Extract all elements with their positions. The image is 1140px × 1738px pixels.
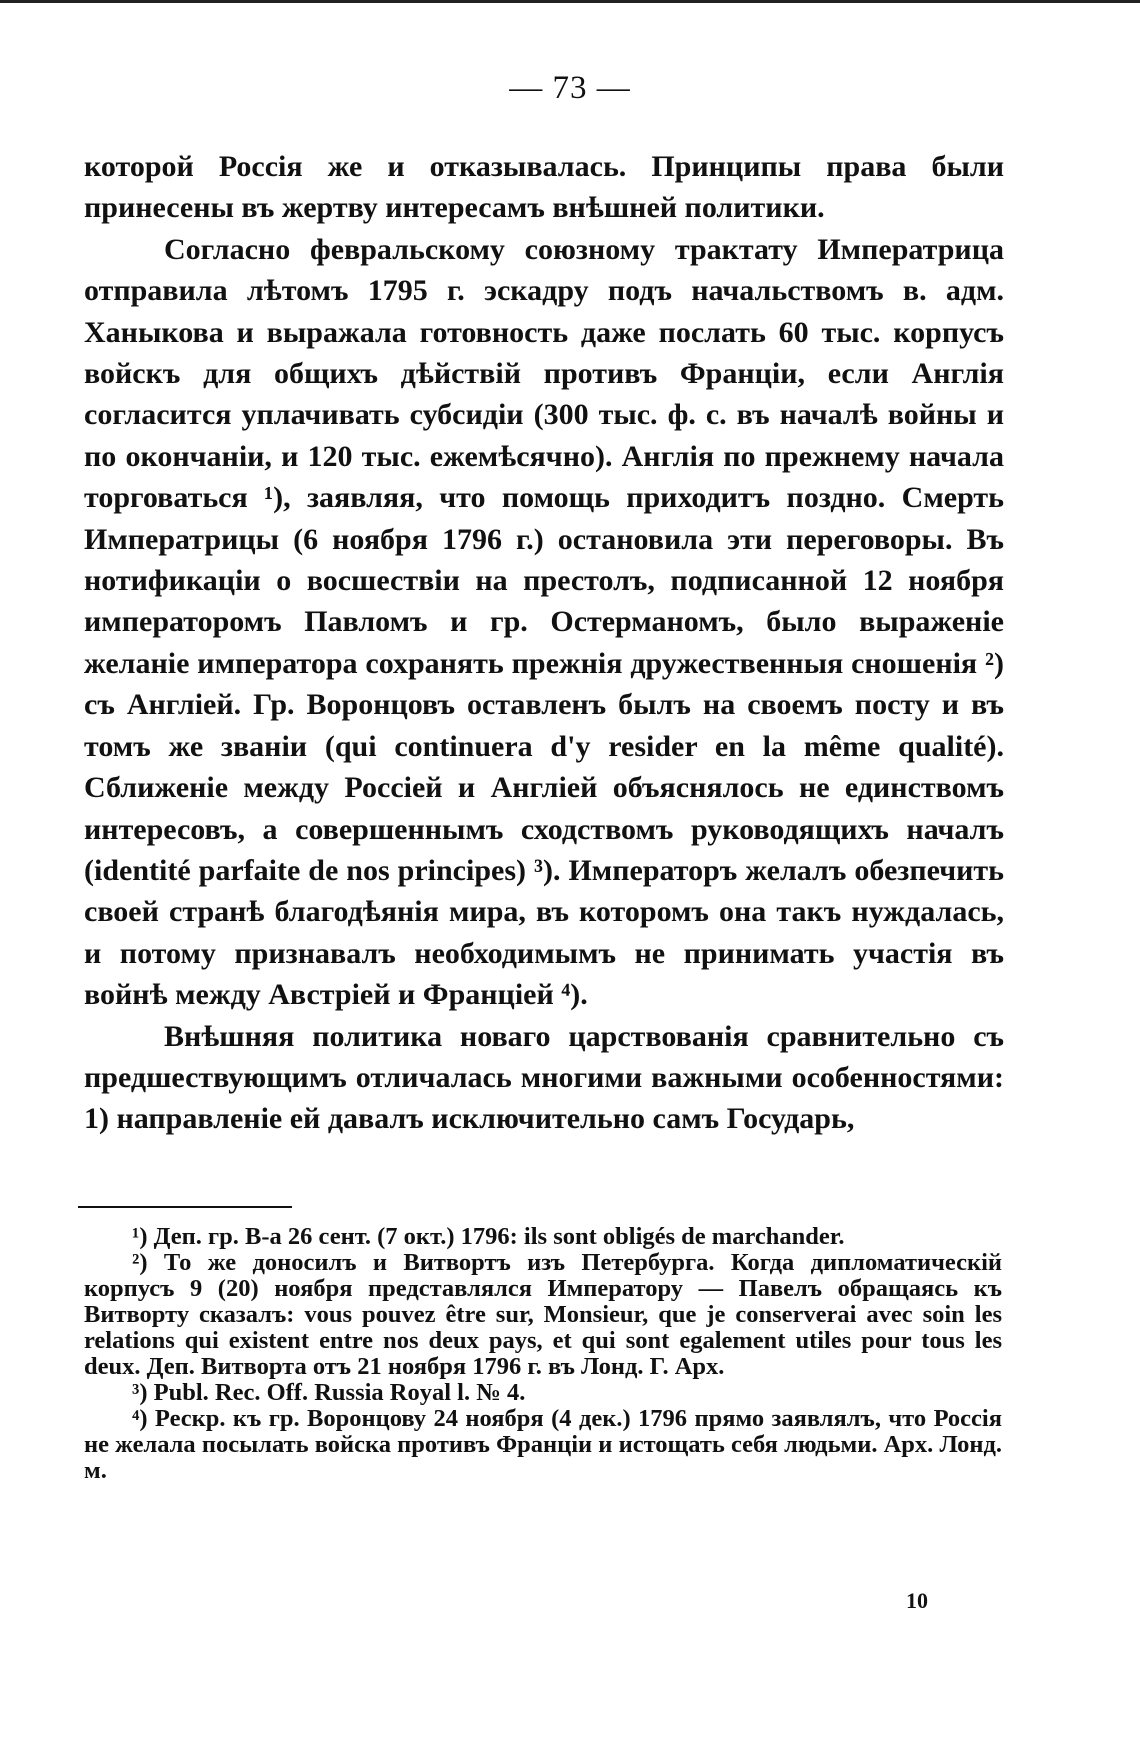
main-text	[84, 146, 1004, 1140]
page-number: — 73 —	[509, 70, 631, 106]
footnotes	[84, 1224, 1002, 1484]
footnote-3: ³) Publ. Rec. Off. Russia Royal l. № 4.	[132, 1379, 526, 1406]
paragraph-continuation: которой Россія же и отказывалась. Принципы права были принесены въ жертву интересамъ внѣшней политики.	[84, 150, 1004, 225]
footnote-divider	[78, 1206, 292, 1208]
footnote-1: ¹) Деп. гр. В-а 26 сент. (7 окт.) 1796: ils sont obligés de marchander.	[132, 1223, 845, 1250]
signature-mark: 10	[906, 1588, 928, 1613]
paragraph-foreign-policy: Внѣшняя политика новаго царствованія сравнительно съ предшествующимъ отличалась многими важными особенностями: 1) направленіе ей давалъ исключительно самъ Государь,	[84, 1019, 1004, 1136]
footnote-2: ²) То же доносилъ и Витвортъ изъ Петербурга. Когда дипломатическій корпусъ 9 (20) ноября представлялся Императору — Павелъ обращаясь къ Витворту сказалъ: vous pouvez être sur, Monsieur, que je conserverai avec soin les relations qui existent entre nos deux pays, et qui sont egalement utiles pour tous les deux. Деп. Витворта отъ 21 ноября 1796 г. въ Лонд. Г. Арх.	[84, 1249, 1002, 1380]
paragraph-treaty: Согласно февральскому союзному трактату Императрица отправила лѣтомъ 1795 г. эскадру подъ начальствомъ в. адм. Ханыкова и выражала готовность даже послать 60 тыс. корпусъ войскъ для общихъ дѣйствій противъ Франціи, если Англія согласится уплачивать субсидіи (300 тыс. ф. с. въ началѣ войны и по окончаніи, и 120 тыс. ежемѣсячно). Англія по прежнему начала торговаться ¹), заявляя, что помощь приходитъ поздно. Смерть Императрицы (6 ноября 1796 г.) остановила эти переговоры. Въ нотификаціи о восшествіи на престолъ, подписанной 12 ноября императоромъ Павломъ и гр. Остерманомъ, было выраженіе желаніе императора сохранять прежнія дружественныя сношенія ²) съ Англіей. Гр. Воронцовъ оставленъ былъ на своемъ посту и въ томъ же званіи (qui continuera d'y resider en la même qualité). Сближеніе между Россіей и Англіей объяснялось не единствомъ интересовъ, а совершеннымъ сходствомъ руководящихъ началъ (identité parfaite de nos principes) ³). Императоръ желалъ обезпечить своей странѣ благодѣянія мира, въ которомъ она такъ нуждалась, и потому признавалъ необходимымъ не принимать участія въ войнѣ между Австріей и Франціей ⁴).	[84, 232, 1004, 1012]
footnote-4: ⁴) Рескр. къ гр. Воронцову 24 ноября (4 дек.) 1796 прямо заявлялъ, что Россія не желала посылать войска противъ Франціи и истощать себя людьми. Арх. Лонд. м.	[84, 1405, 1002, 1484]
page-top-edge	[0, 0, 1140, 3]
